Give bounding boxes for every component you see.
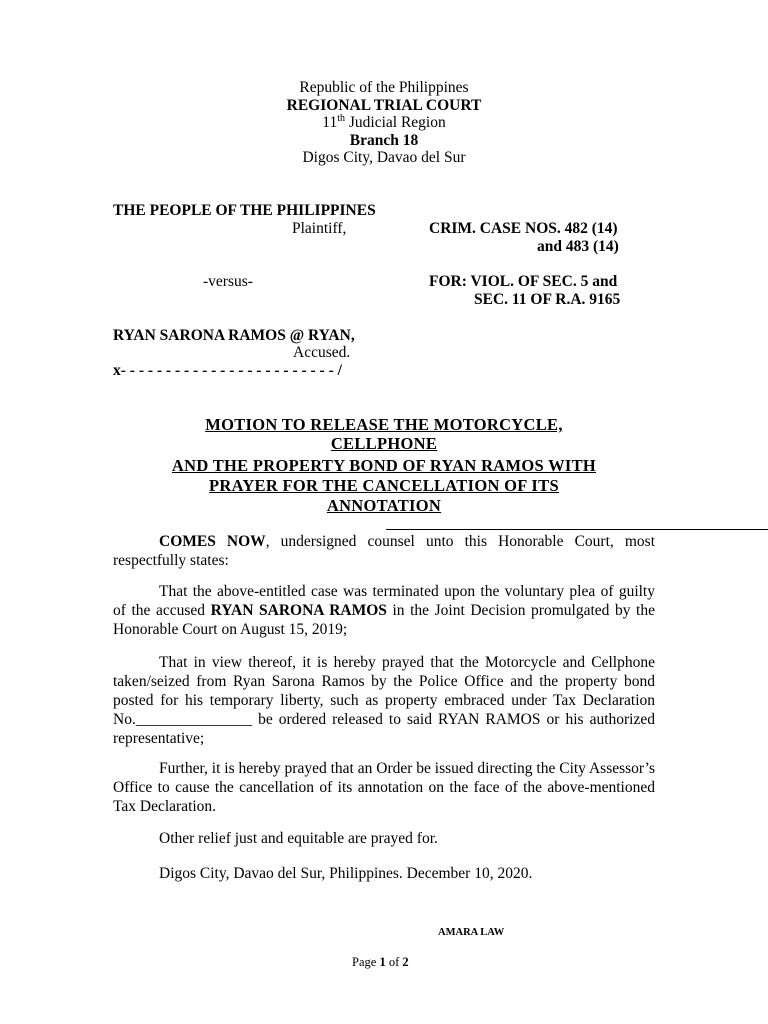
motion-title-line5: ANNOTATION [326, 496, 442, 515]
paragraph-prayer-cancellation [113, 759, 655, 816]
header-branch: Branch 18 [349, 132, 419, 149]
plaintiff-label: Plaintiff, [292, 220, 347, 237]
header-court: REGIONAL TRIAL COURT [286, 97, 482, 114]
accused-bold-name: RYAN SARONA RAMOS [210, 602, 387, 619]
prayer-release-text: That in view thereof, it is hereby prayed that the Motorcycle and Cellphone taken/seized from Ryan Sarona Ramos by the Police Office and the property bond posted for his temporary liberty, such as property embraced under Tax Declaration No._______________ be ordered released to said RYAN RAMOS or his authorized representative; [113, 654, 655, 747]
page-total: 2 [402, 955, 409, 969]
paragraph-terminated [113, 582, 655, 639]
region-number: 11 [322, 114, 338, 131]
paragraph-other-relief [113, 829, 655, 848]
prayer-cancellation-text: Further, it is hereby prayed that an Order be issued directing the City Assessor’s Office to cause the cancellation of its annotation on the face of the above-mentioned Tax Declaration. [113, 760, 655, 815]
motion-title-line4: PRAYER FOR THE CANCELLATION OF ITS [209, 476, 559, 495]
other-relief-text: Other relief just and equitable are prayed for. [159, 830, 438, 847]
date-place-text: Digos City, Davao del Sur, Philippines. December 10, 2020. [159, 865, 533, 882]
page-of: of [385, 955, 403, 969]
header-region [0, 114, 768, 132]
comes-now-text: , undersigned counsel unto this Honorable Court, most respectfully states: [113, 533, 655, 569]
page-label: Page [352, 955, 380, 969]
case-number-line2: and 483 (14) [537, 238, 619, 255]
motion-title-line3: AND THE PROPERTY BOND OF RYAN RAMOS WITH [171, 456, 597, 475]
comes-now-label: COMES NOW [159, 533, 266, 550]
terminated-text-a: That the above-entitled case was terminated upon the voluntary plea of guilty of the accused [113, 583, 655, 619]
motion-title-line2: CELLPHONE [330, 434, 438, 453]
page-number [352, 955, 409, 970]
versus-label: -versus- [203, 273, 253, 290]
motion-title-line1: MOTION TO RELEASE THE MOTORCYCLE, [205, 415, 563, 434]
header-city: Digos City, Davao del Sur [302, 149, 466, 166]
paragraph-date-place [113, 864, 655, 883]
region-suffix: th [337, 113, 345, 124]
horizontal-rule [386, 529, 768, 530]
accused-name: RYAN SARONA RAMOS @ RYAN, [113, 327, 355, 344]
paragraph-prayer-release [113, 653, 655, 748]
offense-line2: SEC. 11 OF R.A. 9165 [474, 291, 621, 308]
plaintiff-name: THE PEOPLE OF THE PHILIPPINES [113, 202, 376, 219]
region-text: Judicial Region [344, 114, 446, 131]
case-number-line1: CRIM. CASE NOS. 482 (14) [429, 220, 618, 237]
paragraph-comes-now [113, 532, 655, 570]
page-current: 1 [379, 955, 386, 969]
terminated-text-b: in the Joint Decision promulgated by the Honorable Court on August 15, 2019; [113, 602, 655, 638]
header-republic: Republic of the Philippines [299, 79, 469, 96]
offense-line1: FOR: VIOL. OF SEC. 5 and [429, 273, 618, 290]
accused-label: Accused. [293, 344, 351, 361]
caption-separator: x- - - - - - - - - - - - - - - - - - - - - - - - / [113, 362, 342, 379]
law-firm-name: AMARA LAW [438, 927, 505, 938]
